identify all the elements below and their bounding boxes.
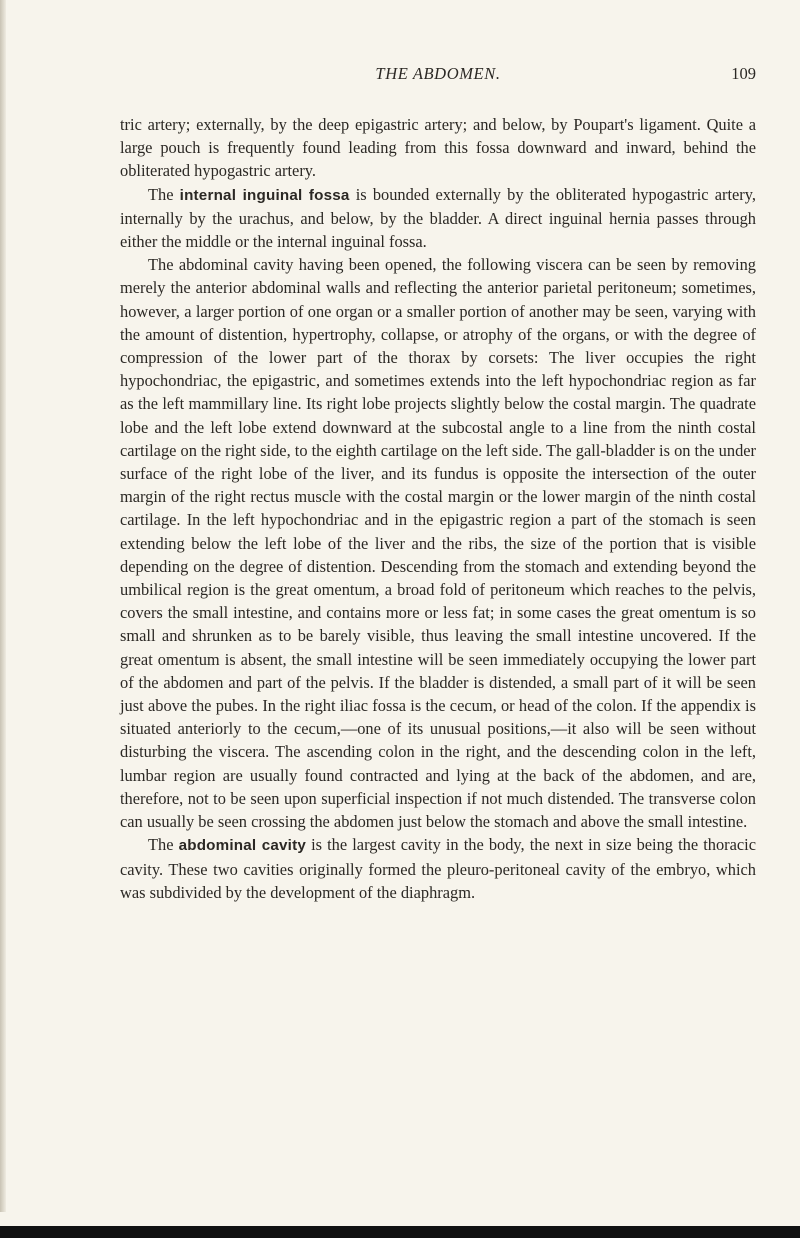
- paragraph-2: [120, 183, 756, 254]
- paragraph-3: The abdominal cavity having been opened, the following viscera can be seen by removing merely the anterior abdominal walls and reflecting the anterior parietal peritoneum; sometimes, however, a larger portion of one organ or a smaller portion of another may be seen, varying with the amount of distention, hypertrophy, collapse, or atrophy of the organs, or with the degree of compression of the lower part of the thorax by corsets: The liver occupies the right hypochondriac, the epigastric, and sometimes extends into the left hypochondriac region as far as the left mammillary line. Its right lobe projects slightly below the costal margin. The quadrate lobe and the left lobe extend downward at the subcostal angle to a line from the ninth costal cartilage on the right side, to the eighth cartilage on the left side. The gall-bladder is on the under surface of the right lobe of the liver, and its fundus is opposite the intersection of the outer margin of the right rectus muscle with the costal margin or the lower margin of the ninth costal cartilage. In the left hypochondriac and in the epigastric region a part of the stomach is seen extending below the left lobe of the liver and the ribs, the size of the portion that is visible depending on the degree of distention. Descending from the stomach and extending beyond the umbilical region is the great omentum, a broad fold of peritoneum which reaches to the pelvis, covers the small intestine, and contains more or less fat; in some cases the great omentum is so small and shrunken as to be barely visible, thus leaving the small intestine uncovered. If the great omentum is absent, the small intestine will be seen immediately occupying the lower part of the abdomen and part of the pelvis. If the bladder is distended, a small part of it will be seen just above the pubes. In the right iliac fossa is the cecum, or head of the colon. If the appendix is situated anteriorly to the cecum,—one of its unusual positions,—it also will be seen without disturbing the viscera. The ascending colon in the right, and the descending colon in the left, lumbar region are usually found contracted and lying at the back of the abdomen, and are, therefore, not to be seen upon superficial inspection if not much distended. The transverse colon can usually be seen crossing the abdomen just below the stomach and above the small intestine.: [120, 255, 756, 832]
- bottom-border: [0, 1226, 800, 1238]
- paragraph-2-lead: The: [148, 184, 180, 204]
- paragraph-4-lead: The: [148, 835, 179, 855]
- running-title: THE ABDOMEN.: [375, 64, 501, 83]
- term-abdominal-cavity: abdominal cavity: [178, 837, 307, 855]
- page-edge-shadow: [0, 0, 6, 1212]
- term-internal-inguinal-fossa: internal inguinal fossa: [179, 186, 350, 204]
- body-text: [120, 113, 756, 904]
- page-number: 109: [731, 64, 756, 83]
- paragraph-4: [120, 833, 756, 904]
- paragraph-2-body: is bounded externally by the obliterated hypogastric artery, internally by the urachus, and below, by the bladder. A direct inguinal hernia passes through either the middle or the internal inguinal fossa.: [120, 184, 756, 252]
- paragraph-4-body: is the largest cavity in the body, the next in size being the thoracic cavity. These two cavities originally formed the pleuro-peritoneal cavity of the embryo, which was subdivided by the development of the diaphragm.: [120, 835, 756, 902]
- paragraph-1: tric artery; externally, by the deep epigastric artery; and below, by Poupart's ligament. Quite a large pouch is frequently found leading from this fossa downward and inward, behind the obliterated hypogastric artery.: [120, 115, 756, 181]
- page-header: [120, 64, 756, 92]
